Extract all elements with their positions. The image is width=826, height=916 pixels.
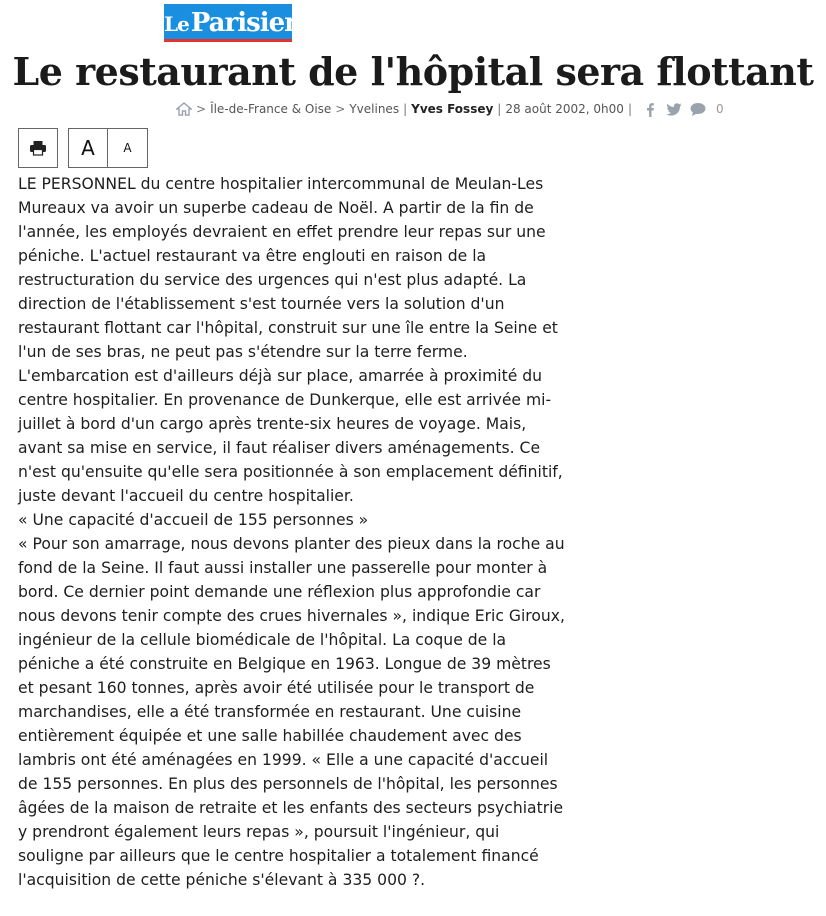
article-meta bbox=[176, 100, 724, 118]
article-subheading: « Une capacité d'accueil de 155 personnes » bbox=[18, 511, 369, 529]
comments-count[interactable]: 0 bbox=[715, 102, 724, 116]
meta-separator: | bbox=[403, 102, 408, 116]
print-icon bbox=[29, 140, 47, 156]
meta-separator: | bbox=[627, 102, 632, 116]
breadcrumb-item-yvelines[interactable]: Yvelines bbox=[349, 102, 400, 116]
breadcrumb-sep: > bbox=[196, 102, 207, 116]
breadcrumb-item-idf[interactable]: Île-de-France & Oise bbox=[210, 102, 332, 116]
publish-date: 28 août 2002, 0h00 bbox=[505, 102, 624, 116]
comment-icon[interactable] bbox=[690, 102, 706, 117]
home-icon[interactable] bbox=[176, 102, 192, 117]
article-paragraph: « Pour son amarrage, nous devons planter des pieux dans la roche au fond de la Seine. Il faut aussi installer une passerelle pour monter à bord. Ce dernier point demande une réflexion plus approfondie car nous devons tenir compte des crues hivernales », indique Eric Giroux, ingénieur de la cellule biomédicale de l'hôpital. La coque de la péniche a été construite en Belgique en 1963. Longue de 39 mètres et pesant 160 tonnes, après avoir été utilisée pour le transport de marchandises, elle a été transformée en restaurant. Une cuisine entièrement équipée et une salle habillée chaudement avec des lambris ont été aménagées en 1999. « Elle a une capacité d'accueil de 155 personnes. En plus des personnels de l'hôpital, les personnes âgées de la maison de retraite et les enfants des secteurs psychiatrie y prendront également leurs repas », poursuit l'ingénieur, qui souligne par ailleurs que le centre hospitalier a totalement financé l'acquisition de cette péniche s'élevant à 335 000 ?. bbox=[18, 535, 565, 889]
site-logo[interactable] bbox=[164, 4, 303, 42]
article-paragraph: L'embarcation est d'ailleurs déjà sur place, amarrée à proximité du centre hospitalier. En provenance de Dunkerque, elle est arrivée mi-juillet à bord d'un cargo après trente-six heures de voyage. Mais, avant sa mise en service, il faut réaliser divers aménagements. Ce n'est qu'ensuite qu'elle sera positionnée à son emplacement définitif, juste devant l'accueil du centre hospitalier. bbox=[18, 367, 563, 505]
social-links bbox=[642, 102, 724, 117]
page-title: Le restaurant de l'hôpital sera flottant bbox=[12, 49, 814, 94]
twitter-icon[interactable] bbox=[666, 102, 682, 117]
print-button[interactable] bbox=[18, 128, 58, 168]
font-decrease-button[interactable]: A bbox=[108, 128, 148, 168]
logo-name: Parisien bbox=[190, 8, 303, 38]
logo-le: Le bbox=[164, 12, 189, 36]
font-increase-button[interactable]: A bbox=[68, 128, 108, 168]
author-name: Yves Fossey bbox=[411, 102, 494, 116]
article-toolbar bbox=[18, 128, 148, 168]
article-body bbox=[18, 172, 566, 892]
breadcrumb-sep: > bbox=[335, 102, 346, 116]
meta-separator: | bbox=[497, 102, 502, 116]
facebook-icon[interactable] bbox=[642, 102, 658, 117]
article-paragraph: LE PERSONNEL du centre hospitalier intercommunal de Meulan-Les Mureaux va avoir un superbe cadeau de Noël. A partir de la fin de l'année, les employés devraient en effet prendre leur repas sur une péniche. L'actuel restaurant va être englouti en raison de la restructuration du service des urgences qui n'est plus adapté. La direction de l'établissement s'est tournée vers la solution d'un restaurant flottant car l'hôpital, construit sur une île entre la Seine et l'un de ses bras, ne peut pas s'étendre sur la terre ferme. bbox=[18, 175, 558, 361]
